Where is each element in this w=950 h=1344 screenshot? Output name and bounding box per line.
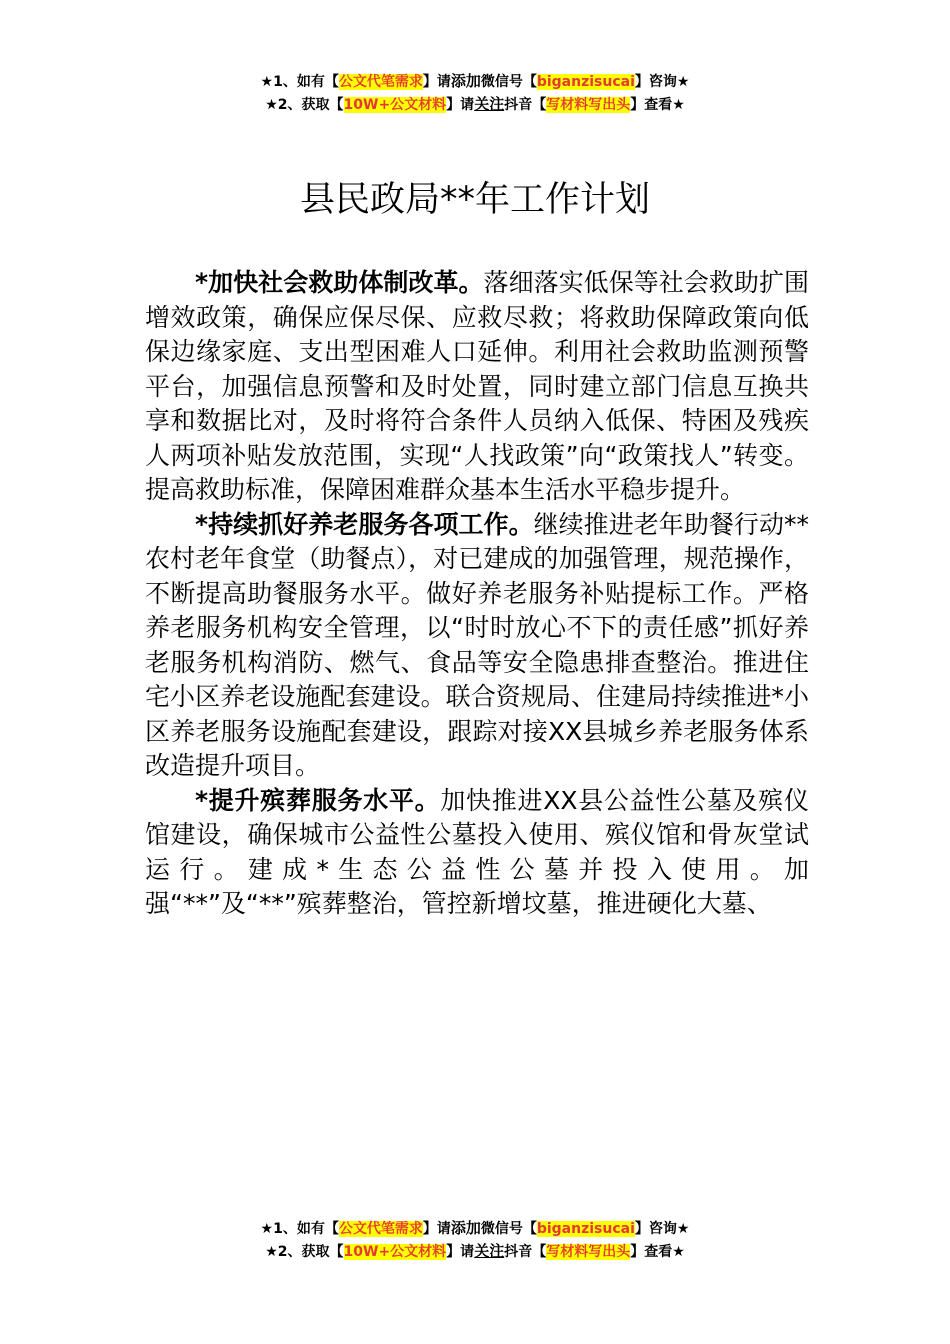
highlight-wechat-id: biganzisucai	[536, 74, 635, 90]
paragraph-social-assistance	[145, 266, 809, 508]
banner-line-2: ★2、获取【10W+公文材料】请关注抖音【写材料写出头】查看★	[265, 1242, 685, 1260]
paragraph-text: 继续推进老年助餐行动**农村老年食堂（助餐点），对已建成的加强管理，规范操作，不断提高助餐服务水平。做好养老服务补贴提标工作。严格养老服务机构安全管理，以“时时放心不下的责任感”抓好养老服务机构消防、燃气、食品等安全隐患排查整治。推进住宅小区养老设施配套建设。联合资规局、住建局持续推进*小区养老服务设施配套建设，跟踪对接XX县城乡养老服务体系改造提升项目。	[145, 509, 809, 780]
paragraph-elderly-care	[145, 508, 809, 784]
header-banner	[0, 70, 950, 116]
highlight-wechat-id: biganzisucai	[536, 1221, 635, 1237]
highlight-service: 公文代笔需求	[338, 74, 423, 90]
paragraph-heading: *持续抓好养老服务各项工作。	[195, 509, 534, 539]
document-title: 县民政局**年工作计划	[299, 180, 650, 220]
document-body	[145, 266, 809, 922]
highlight-douyin-account: 写材料写出头	[546, 97, 631, 113]
paragraph-heading: *提升殡葬服务水平。	[195, 785, 441, 815]
paragraph-text: 加快推进XX县公益性公墓及殡仪馆建设，确保城市公益性公墓投入使用、殡仪馆和骨灰堂试运行。建成*生态公益性公墓并投入使用。加强“**”及“**”殡葬整治，管控新增坟墓，推进硬化大墓、	[145, 785, 809, 918]
paragraph-heading: *加快社会救助体制改革。	[195, 268, 484, 297]
highlight-service: 公文代笔需求	[338, 1221, 423, 1237]
paragraph-funeral-services	[145, 784, 809, 922]
banner-line-1: ★1、如有【公文代笔需求】请添加微信号【biganzisucai】咨询★	[260, 1219, 690, 1237]
banner-line-2: ★2、获取【10W+公文材料】请关注抖音【写材料写出头】查看★	[265, 95, 685, 113]
highlight-materials: 10W+公文材料	[343, 97, 447, 113]
banner-line-1: ★1、如有【公文代笔需求】请添加微信号【biganzisucai】咨询★	[260, 72, 690, 90]
paragraph-text: 落细落实低保等社会救助扩围增效政策，确保应保尽保、应救尽救；将救助保障政策向低保边缘家庭、支出型困难人口延伸。利用社会救助监测预警平台，加强信息预警和及时处置，同时建立部门信息互换共享和数据比对，及时将符合条件人员纳入低保、特困及残疾人两项补贴发放范围，实现“人找政策”向“政策找人”转变。提高救助标准，保障困难群众基本生活水平稳步提升。	[145, 268, 809, 504]
footer-banner	[0, 1217, 950, 1263]
highlight-materials: 10W+公文材料	[343, 1244, 447, 1260]
highlight-douyin-account: 写材料写出头	[546, 1244, 631, 1260]
